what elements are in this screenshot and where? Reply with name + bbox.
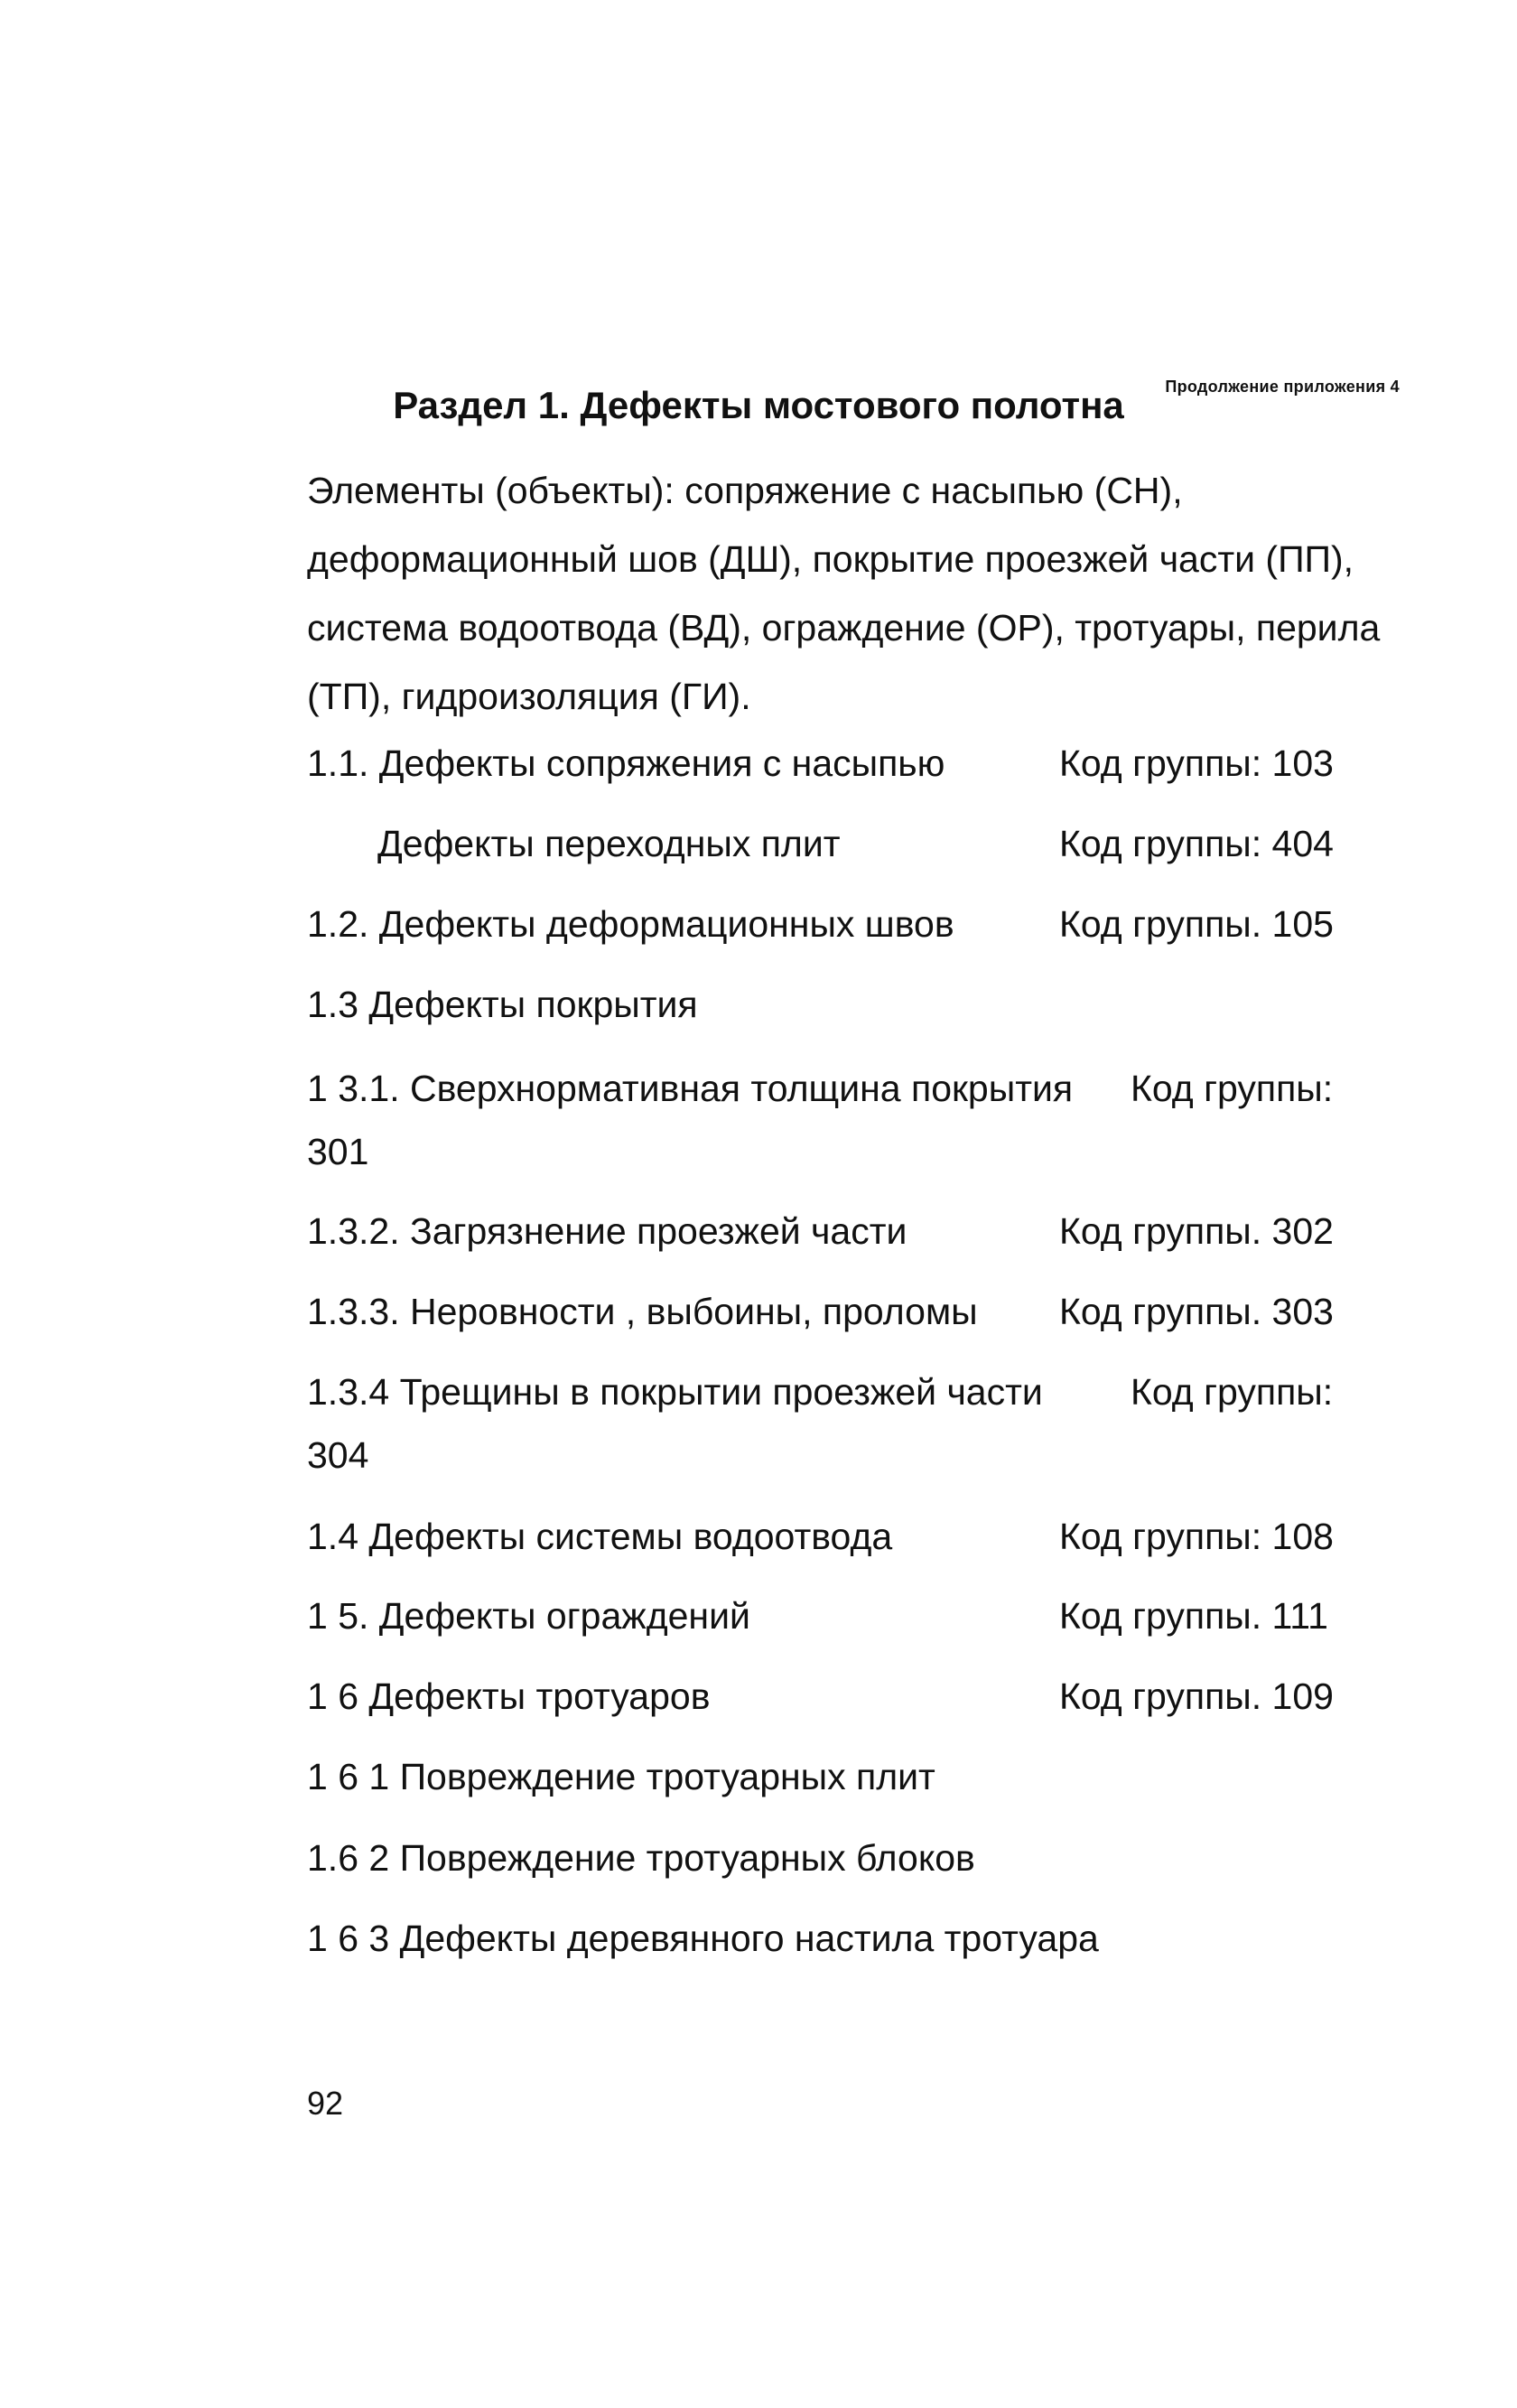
entry-label: 1.3.3. Неровности , выбоины, проломы	[307, 1291, 978, 1332]
entry-label: 1.3 Дефекты покрытия	[307, 984, 698, 1025]
intro-paragraph: Элементы (объекты): сопряжение с насыпью (СН), деформационный шов (ДШ), покрытие проезжей части (ПП), система водоотвода (ВД), ограждение (ОР), тротуары, перила (ТП), гидроизоляция (ГИ).	[307, 470, 1381, 717]
entry-label: 1.4 Дефекты системы водоотвода	[307, 1516, 893, 1557]
group-code: Код группы: 103	[1059, 742, 1334, 784]
list-item	[307, 1584, 1345, 1647]
continuation-note: Продолжение приложения 4	[1165, 378, 1400, 396]
entry-label: 1 6 3 Дефекты деревянного настила тротуара	[307, 1918, 1099, 1959]
list-item	[307, 1665, 1345, 1728]
group-code: Код группы: 108	[1059, 1516, 1334, 1557]
list-item	[307, 973, 1345, 1036]
entry-label: 1.3.2. Загрязнение проезжей части	[307, 1210, 907, 1252]
group-code: Код группы. 105	[1059, 903, 1334, 945]
entry-label: 1.2. Дефекты деформационных швов	[307, 903, 954, 945]
entry-label: 1 5. Дефекты ограждений	[307, 1595, 750, 1637]
entry-label: 1.3.4 Трещины в покрытии проезжей части	[307, 1371, 1043, 1413]
list-item	[307, 1907, 1345, 1970]
list-item	[307, 1280, 1345, 1343]
group-code: Код группы. 111	[1059, 1595, 1328, 1637]
list-item	[307, 1826, 1345, 1890]
list-item	[307, 812, 1345, 875]
list-item	[307, 1745, 1345, 1808]
group-code: Код группы. 303	[1059, 1291, 1334, 1332]
entry-label: 1 3.1. Сверхнормативная толщина покрытия	[307, 1068, 1074, 1109]
list-item	[307, 892, 1345, 956]
entry-label: 1.1. Дефекты сопряжения с насыпью	[307, 742, 945, 784]
entry-label: 1 6 1 Повреждение тротуарных плит	[307, 1756, 935, 1797]
group-code: Код группы: 404	[1059, 823, 1334, 864]
list-item	[307, 1360, 1345, 1487]
list-item	[307, 1199, 1345, 1263]
entry-label: Дефекты переходных плит	[377, 823, 841, 864]
group-code: Код группы. 109	[1059, 1675, 1334, 1717]
group-code-continued: 301	[307, 1131, 369, 1172]
list-item	[307, 732, 1345, 795]
section-title: Раздел 1. Дефекты мостового полотна	[393, 384, 1124, 426]
entry-label: 1.6 2 Повреждение тротуарных блоков	[307, 1837, 975, 1879]
group-code: Код группы:	[1131, 1371, 1334, 1413]
list-item	[307, 1505, 1345, 1568]
list-item	[307, 1057, 1345, 1183]
entry-label: 1 6 Дефекты тротуаров	[307, 1675, 711, 1717]
page-number: 92	[307, 2085, 344, 2122]
group-code: Код группы:	[1131, 1068, 1334, 1109]
group-code-continued: 304	[307, 1434, 369, 1476]
group-code: Код группы. 302	[1059, 1210, 1334, 1252]
